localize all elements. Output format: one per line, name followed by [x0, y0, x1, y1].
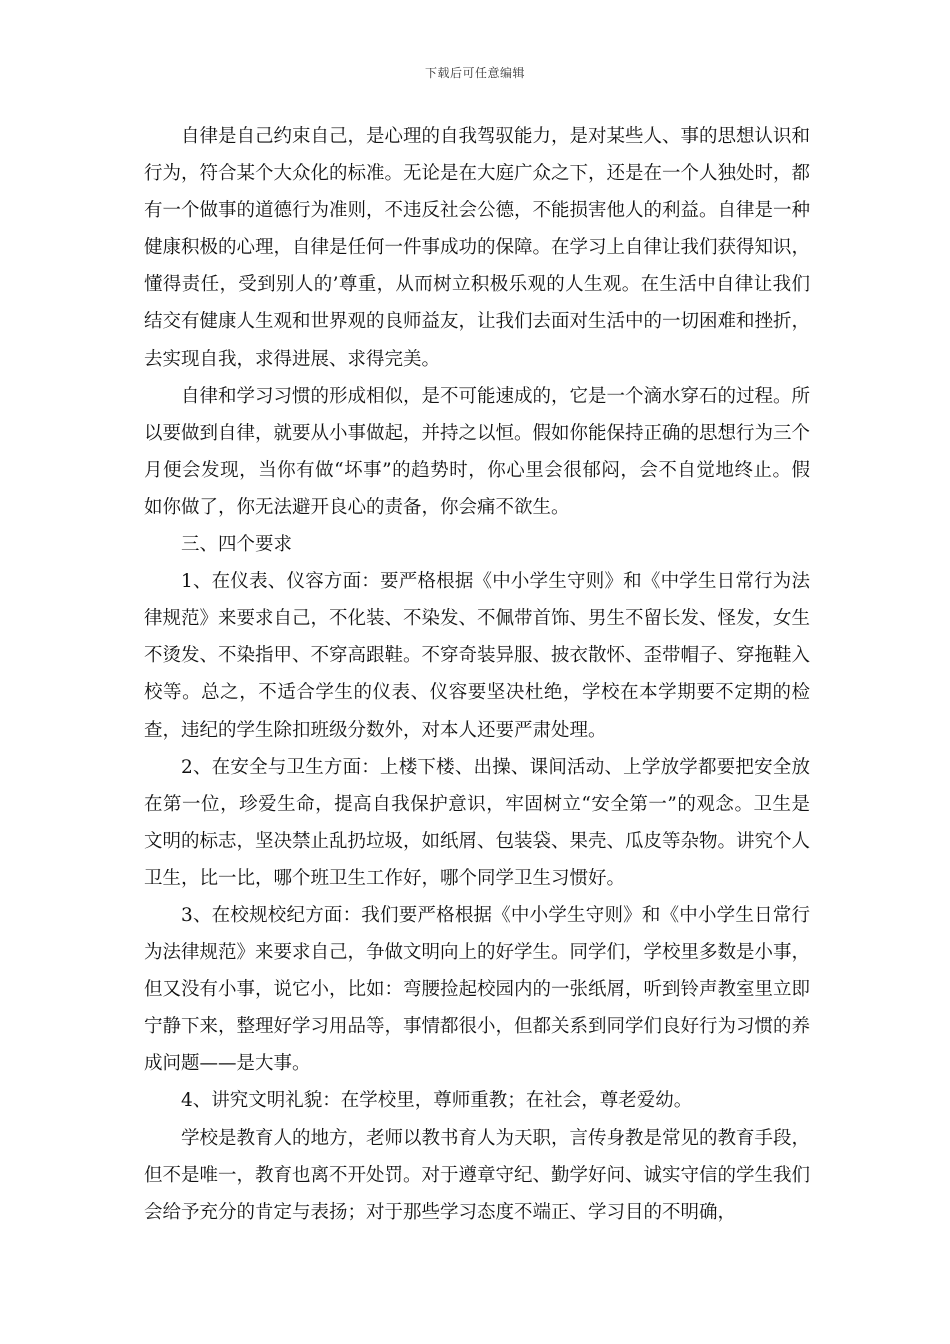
paragraph-courtesy-requirement: 4、讲究文明礼貌：在学校里，尊师重教；在社会，尊老爱幼。 [181, 1090, 693, 1112]
section-heading-four-requirements: 三、四个要求 [181, 534, 293, 556]
paragraph-school-rules-requirement: 3、在校规校纪方面：我们要严格根据《中小学生守则》和《中小学生日常行为法律规范》来要求自己，争做文明向上的好学生。同学们，学校里多数是小事，但又没有小事，说它小，比如：弯腰捡起校园内的一张纸屑，听到铃声教室里立即宁静下来，整理好学习用品等，事情都很小，但都关系到同学们良好行为习惯的养成问题——是大事。 [144, 904, 811, 1075]
paragraph-self-discipline-definition: 自律是自己约束自己，是心理的自我驾驭能力，是对某些人、事的思想认识和行为，符合某个大众化的标准。无论是在大庭广众之下，还是在一个人独处时，都有一个做事的道德行为准则，不违反社会公德，不能损害他人的利益。自律是一种健康积极的心理，自律是任何一件事成功的保障。在学习上自律让我们获得知识，懂得责任，受到别人的’尊重，从而树立积极乐观的人生观。在生活中自律让我们结交有健康人生观和世界观的良师益友，让我们去面对生活中的一切困难和挫折，去实现自我，求得进展、求得完美。 [144, 126, 811, 370]
paragraph-appearance-requirement: 1、在仪表、仪容方面：要严格根据《中小学生守则》和《中学生日常行为法律规范》来要求自己，不化装、不染发、不佩带首饰、男生不留长发、怪发，女生不烫发、不染指甲、不穿高跟鞋。不穿奇装异服、披衣散怀、歪带帽子、穿拖鞋入校等。总之，不适合学生的仪表、仪容要坚决杜绝，学校在本学期要不定期的检查，违纪的学生除扣班级分数外，对本人还要严肃处理。 [144, 571, 811, 741]
paragraph-safety-hygiene-requirement: 2、在安全与卫生方面：上楼下楼、出操、课间活动、上学放学都要把安全放在第一位，珍爱生命，提高自我保护意识，牢固树立“安全第一”的观念。卫生是文明的标志，坚决禁止乱扔垃圾，如纸屑、包装袋、果壳、瓜皮等杂物。讲究个人卫生，比一比，哪个班卫生工作好，哪个同学卫生习惯好。 [144, 756, 811, 889]
paragraph-habit-formation: 自律和学习习惯的形成相似，是不可能速成的，它是一个滴水穿石的过程。所以要做到自律，就要从小事做起，并持之以恒。假如你能保持正确的思想行为三个月便会发现，当你有做“坏事”的趋势时，你心里会很郁闷，会不自觉地终止。假如你做了，你无法避开良心的责备，你会痛不欲生。 [144, 385, 811, 518]
paragraph-school-education: 学校是教育人的地方，老师以教书育人为天职，言传身教是常见的教育手段，但不是唯一，教育也离不开处罚。对于遵章守纪、勤学好问、诚实守信的学生我们会给予充分的肯定与表扬；对于那些学习态度不端正、学习目的不明确， [144, 1127, 811, 1223]
page-header: 下载后可任意编辑 [424, 66, 525, 80]
document-body [144, 118, 810, 1231]
